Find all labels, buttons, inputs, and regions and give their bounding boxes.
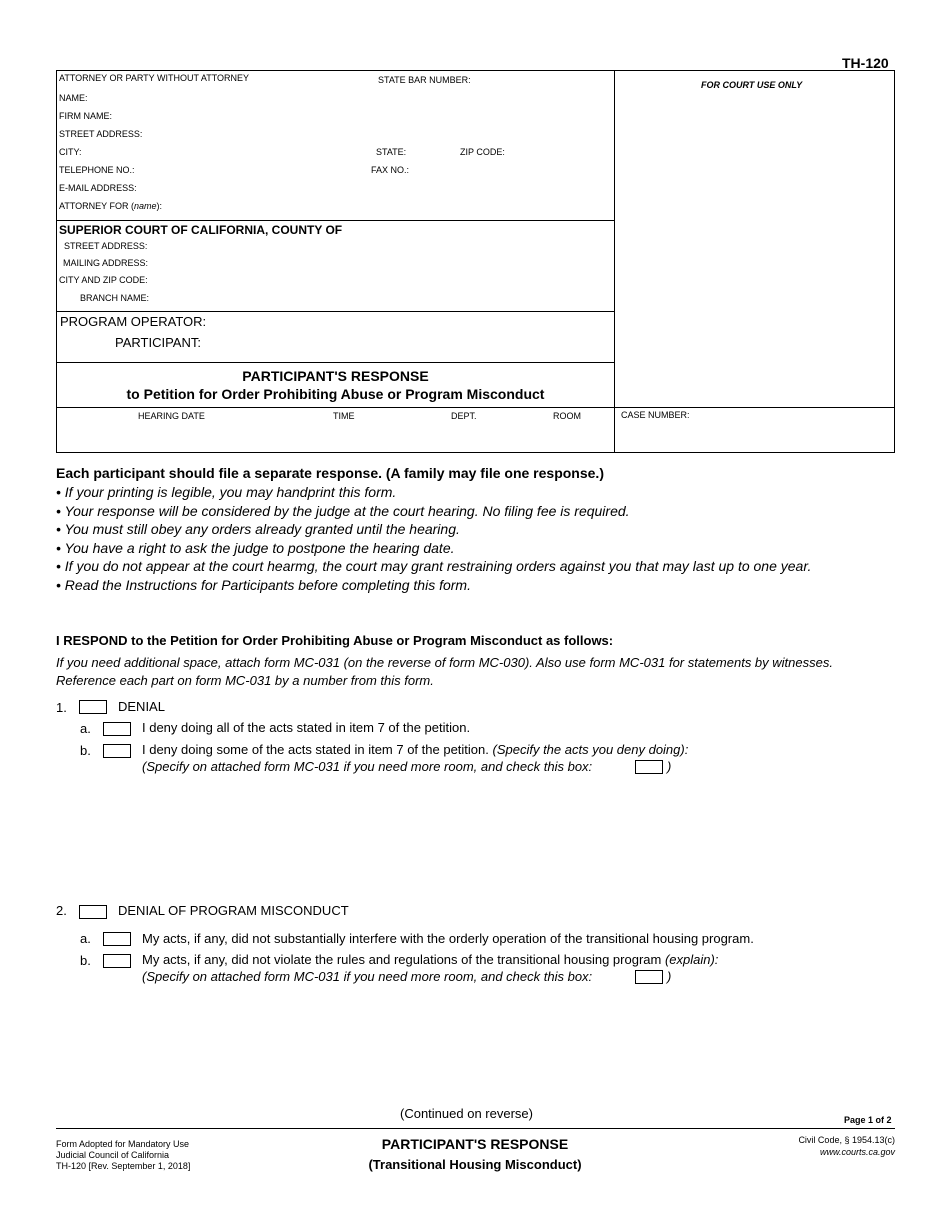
item-1b-letter: b. [80, 743, 91, 758]
room-label: ROOM [553, 411, 581, 421]
instruction-bullet: • You must still obey any orders already granted until the hearing. [56, 521, 460, 537]
hearing-date-label: HEARING DATE [138, 411, 205, 421]
attorney-for-label: ATTORNEY FOR (name): [59, 201, 163, 211]
item-1-checkbox[interactable] [79, 700, 107, 714]
state-label: STATE: [376, 147, 407, 157]
item-1a-checkbox[interactable] [103, 722, 131, 736]
item-2b-text: My acts, if any, did not violate the rules and regulations of the transitional housing program (explain): [142, 952, 719, 967]
doc-subtitle: to Petition for Order Prohibiting Abuse or Program Misconduct [126, 386, 545, 402]
attorney-label: ATTORNEY OR PARTY WITHOUT ATTORNEY [59, 73, 250, 83]
footer-title: PARTICIPANT'S RESPONSE [381, 1136, 569, 1152]
court-city-label: CITY AND ZIP CODE: [59, 275, 148, 285]
footer-rule [56, 1128, 895, 1129]
instructions-heading: Each participant should file a separate response. (A family may file one response.) [56, 465, 604, 481]
time-label: TIME [333, 411, 355, 421]
name-label: NAME: [59, 93, 88, 103]
footer-subtitle: (Transitional Housing Misconduct) [368, 1157, 582, 1172]
fax-label: FAX NO.: [371, 165, 410, 175]
form-number: TH-120 [842, 55, 889, 71]
item-2b-attach-checkbox[interactable] [635, 970, 663, 984]
item-1-number: 1. [56, 700, 67, 715]
item-2b-checkbox[interactable] [103, 954, 131, 968]
doc-title: PARTICIPANT'S RESPONSE [242, 368, 429, 384]
instruction-bullet: • Your response will be considered by the judge at the court hearing. No filing fee is required. [56, 503, 630, 519]
respond-heading: I RESPOND to the Petition for Order Prohibiting Abuse or Program Misconduct as follows: [56, 633, 614, 648]
item-1a-text: I deny doing all of the acts stated in item 7 of the petition. [142, 720, 471, 735]
instruction-bullet: • If you do not appear at the court hearmg, the court may grant restraining orders against you that may last up to one year. [56, 558, 812, 574]
item-2-label: DENIAL OF PROGRAM MISCONDUCT [118, 903, 349, 918]
city-label: CITY: [59, 147, 82, 157]
case-number-label: CASE NUMBER: [621, 410, 690, 420]
instruction-bullet: • You have a right to ask the judge to postpone the hearing date. [56, 540, 455, 556]
item-1b-attach-checkbox[interactable] [635, 760, 663, 774]
email-label: E-MAIL ADDRESS: [59, 183, 137, 193]
item-1a-letter: a. [80, 721, 91, 736]
item-2a-letter: a. [80, 931, 91, 946]
street-label: STREET ADDRESS: [59, 129, 143, 139]
adopted-line-1: Form Adopted for Mandatory Use [56, 1139, 190, 1149]
tel-label: TELEPHONE NO.: [59, 165, 135, 175]
firm-label: FIRM NAME: [59, 111, 112, 121]
zip-label: ZIP CODE: [460, 147, 505, 157]
respond-note-1: If you need additional space, attach form MC-031 (on the reverse of form MC-030). Also use form MC-031 for statements by witnesses. [56, 655, 833, 670]
item-1b-text: I deny doing some of the acts stated in item 7 of the petition. (Specify the acts you deny doing): [142, 742, 689, 757]
item-1b-close: ) [667, 759, 672, 774]
court-use-label: FOR COURT USE ONLY [701, 80, 803, 90]
instruction-bullet: • Read the Instructions for Participants before completing this form. [56, 577, 471, 593]
continued-note: (Continued on reverse) [400, 1106, 533, 1121]
instruction-bullet: • If your printing is legible, you may handprint this form. [56, 484, 397, 500]
adopted-line-2: Judicial Council of California [56, 1150, 170, 1160]
item-2-number: 2. [56, 903, 67, 918]
court-mailing-label: MAILING ADDRESS: [63, 258, 149, 268]
program-operator-label: PROGRAM OPERATOR: [60, 314, 207, 329]
item-1-label: DENIAL [118, 699, 165, 714]
item-1b-more: (Specify on attached form MC-031 if you need more room, and check this box: [142, 759, 593, 774]
courts-website[interactable]: www.courts.ca.gov [819, 1147, 895, 1157]
item-1b-checkbox[interactable] [103, 744, 131, 758]
state-bar-label: STATE BAR NUMBER: [378, 75, 471, 85]
branch-label: BRANCH NAME: [80, 293, 150, 303]
civil-code: Civil Code, § 1954.13(c) [798, 1135, 895, 1145]
page-number: Page 1 of 2 [844, 1115, 892, 1125]
participant-label: PARTICIPANT: [115, 335, 201, 350]
item-2b-more: (Specify on attached form MC-031 if you need more room, and check this box: [142, 969, 593, 984]
item-2a-checkbox[interactable] [103, 932, 131, 946]
court-street-label: STREET ADDRESS: [64, 241, 148, 251]
court-title: SUPERIOR COURT OF CALIFORNIA, COUNTY OF [59, 223, 343, 237]
item-2b-letter: b. [80, 953, 91, 968]
item-2b-close: ) [667, 969, 672, 984]
item-2-checkbox[interactable] [79, 905, 107, 919]
item-2a-text: My acts, if any, did not substantially interfere with the orderly operation of the transitional housing program. [142, 931, 754, 946]
respond-note-2: Reference each part on form MC-031 by a number from this form. [56, 673, 434, 688]
dept-label: DEPT. [451, 411, 477, 421]
adopted-line-3: TH-120 [Rev. September 1, 2018] [56, 1161, 191, 1171]
